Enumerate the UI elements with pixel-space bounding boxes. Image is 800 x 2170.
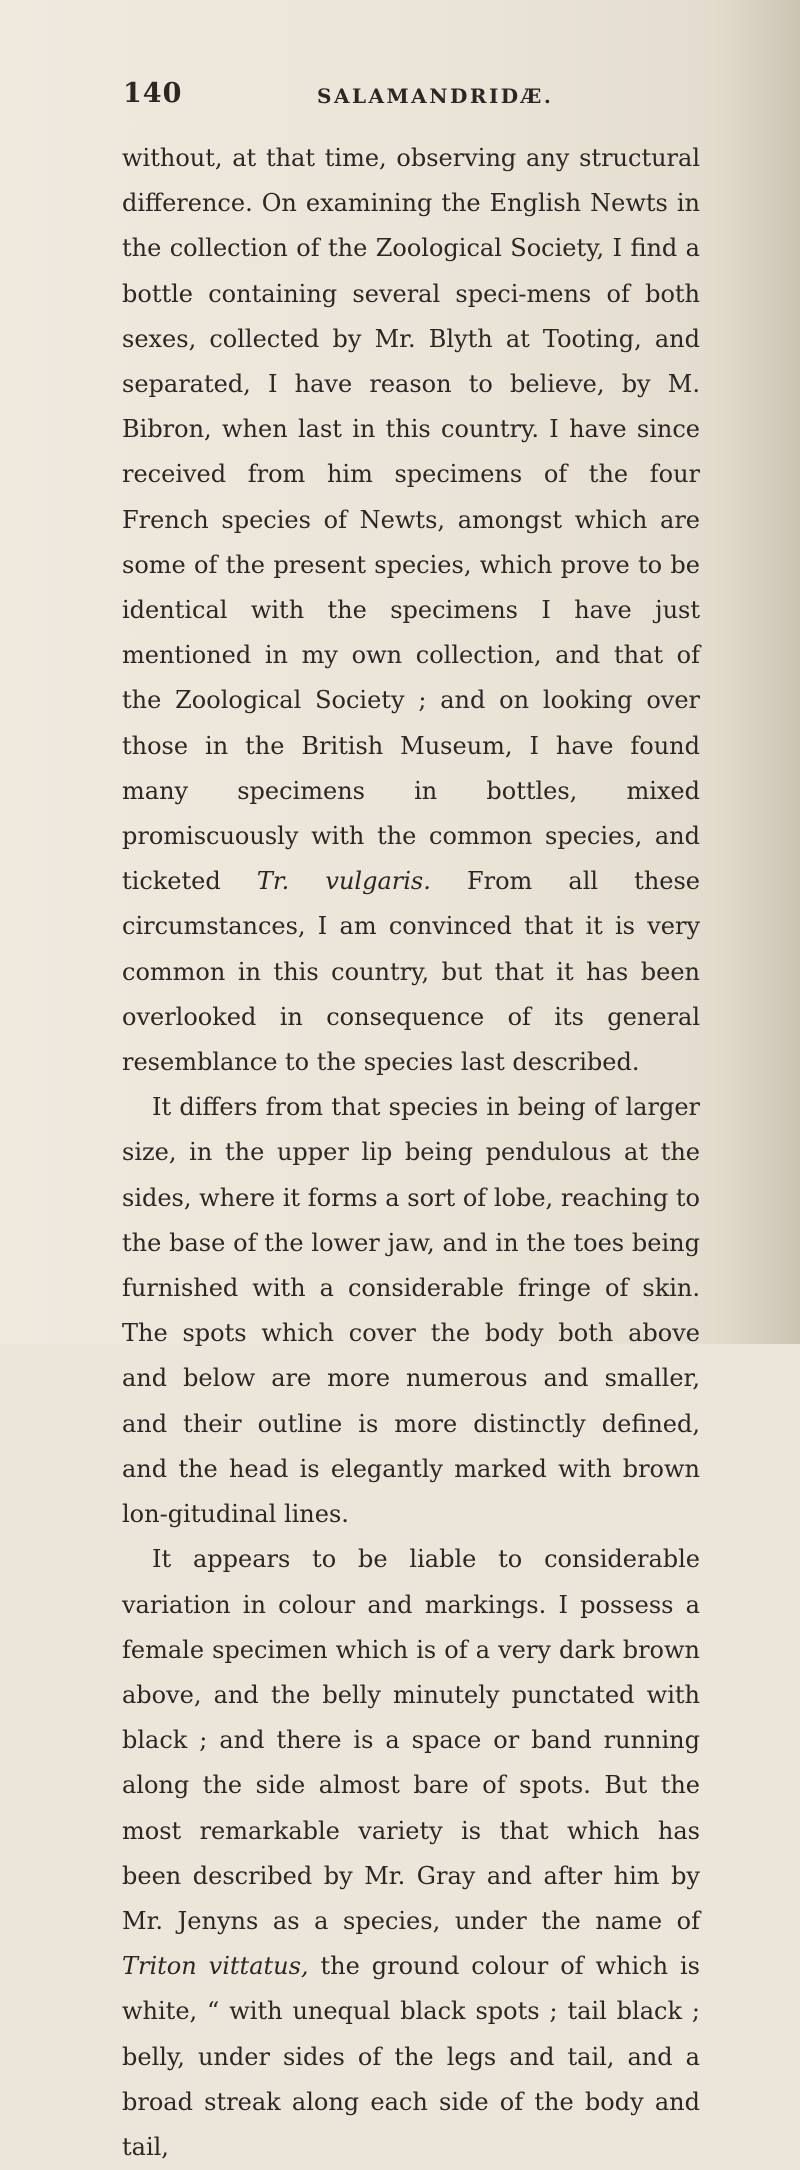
page-number: 140 — [123, 78, 183, 109]
text-segment: It appears to be liable to considerable variation in colour and markings. I possess a female specimen which is of a very dark brown above, and the belly minutely punctated with black ; and there is a space or band running along the side almost bare of spots. But the most remarkable variety is that which has been described by Mr. Gray and after him by Mr. Jenyns as a species, under the name of — [122, 1545, 700, 1935]
paragraph-3 — [122, 1537, 700, 2170]
species-name: Tr. vulgaris. — [256, 867, 431, 896]
body-text — [122, 136, 700, 2170]
page-edge-shadow — [720, 0, 800, 1344]
text-segment: without, at that time, observing any structural difference. On examining the English Newts in the collection of the Zoological Society, I find a bottle containing several speci-mens of both sexes, collected by Mr. Blyth at Tooting, and separated, I have reason to believe, by M. Bibron, when last in this country. I have since received from him specimens of the four French species of Newts, amongst which are some of the present species, which prove to be identical with the specimens I have just mentioned in my own collection, and that of the Zoological Society ; and on looking over those in the British Museum, I have found many specimens in bottles, mixed promiscuously with the common species, and ticketed — [122, 144, 700, 896]
running-head: SALAMANDRIDÆ. — [317, 84, 554, 108]
text-segment: It differs from that species in being of larger size, in the upper lip being pendulous at the sides, where it forms a sort of lobe, reaching to the base of the lower jaw, and in the toes being furnished with a considerable fringe of skin. The spots which cover the body both above and below are more numerous and smaller, and their outline is more distinctly defined, and the head is elegantly marked with brown lon-gitudinal lines. — [122, 1093, 700, 1529]
paragraph-2 — [122, 1085, 700, 1537]
text-segment: From all these circumstances, I am convinced that it is very common in this country, but that it has been overlooked in consequence of its general resemblance to the species last described. — [122, 867, 701, 1077]
paragraph-1 — [122, 136, 700, 1085]
page-header — [123, 78, 723, 118]
text-segment: the ground colour of which is white, “ with unequal black spots ; tail black ; belly, under sides of the legs and tail, and a broad streak along each side of the body and tail, — [122, 1952, 700, 2161]
species-name: Triton vittatus, — [122, 1952, 309, 1981]
